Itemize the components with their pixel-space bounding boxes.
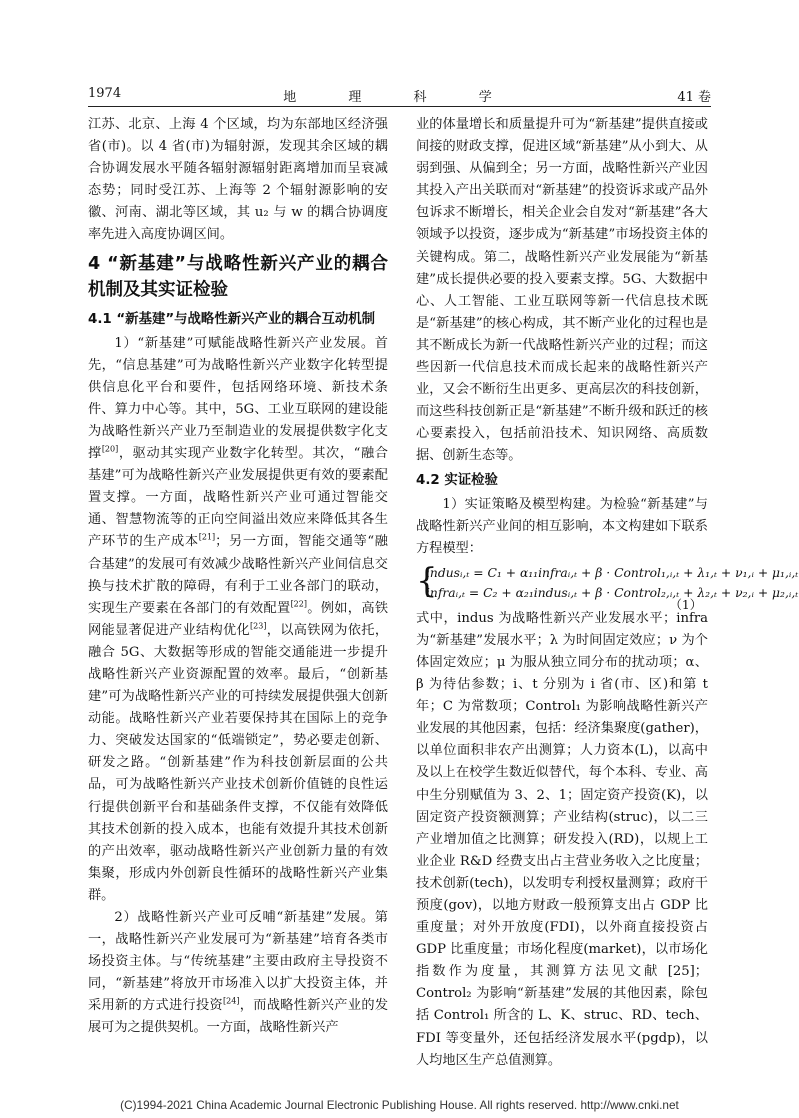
right-column xyxy=(416,114,799,1072)
section-heading: 4 “新基建”与战略性新兴产业的耦合机制及其实证检验 xyxy=(88,253,388,300)
paragraph-enabling: 1）“新基建”可赋能战略性新兴产业发展。首先，“信息基建”可为战略性新兴产业数字化转型提供信息化平台和要件，包括网络环境、新技术条件、算力中心等。其中，5G、工业互联网的建设能为战略性新兴产业乃至制造业的发展提供数字化支撑[20]，驱动其实现产业数字化转型。其次，“融合基建”可为战略性新兴产业发展提供更有效的要素配置支撑。一方面，战略性新兴产业可通过智能交通、智慧物流等的正向空间溢出效应来降低其各生产环节的生产成本[21]；另一方面，智能交通等“融合基建”的发展可有效减少战略性新兴产业间信息交换与技术扩散的障碍，有利于工业各部门的联动，实现生产要素在各部门的有效配置[22]。例如，高铁网能显著促进产业结构优化[23]，以高铁网为依托，融合 5G、大数据等形成的智能交通能进一步提升战略性新兴产业资源配置的效率。最后，“创新基建”可为战略性新兴产业的可持续发展提供强大创新动能。战略性新兴产业若要保持其在国际上的竞争力、突破发达国家的“低端锁定”，势必要走创新、研发之路。“创新基建”作为科技创新层面的公共品，可为战略性新兴产业技术创新价值链的良性运行提供创新平台和基础条件支撑，不仅能有效降低其技术创新的投入成本，也能有效提升其技术创新的产出效率，驱动战略性新兴产业创新力量的有效集聚，形成内外创新良性循环的战略性新兴产业集群。 xyxy=(88,335,389,903)
volume-number: 41 卷 xyxy=(677,90,711,105)
continued-paragraph: 业的体量增长和质量提升可为“新基建”提供直接或间接的财政支撑，促进区域“新基建”从小到大、从弱到强、从偏到全；另一方面，战略性新兴产业因其投入产出关联而对“新基建”的投资诉求或产品外包诉求不断增长，相关企业会自发对“新基建”各大领域予以投资，逐步成为“新基建”市场投资主体的关键构成。第二，战略性新兴产业发展能为“新基建”成长提供必要的投入要素支撑。5G、大数据中心、人工智能、工业互联网等新一代信息技术既是“新基建”的核心构成，其不断产业化的过程也是其不断成长为新一代战略性新兴产业的过程；而这些因新一代信息技术而成长起来的战略性新兴产业，又会不断衍生出更多、更高层次的科技创新，而这些科技创新正是“新基建”不断升级和跃迁的核心要素投入，包括前沿技术、知识网络、高质数据、创新生态等。 xyxy=(416,117,708,464)
citation: [24] xyxy=(223,996,240,1006)
citation: [20] xyxy=(101,444,119,454)
copyright-footer: (C)1994-2021 China Academic Journal Electronic Publishing House. All rights reserved. http://www.cnki.net xyxy=(120,1098,679,1112)
citation: [21] xyxy=(198,533,216,543)
equation-brace: { xyxy=(416,560,438,601)
paragraph-variables: 式中，indus 为战略性新兴产业发展水平；infra 为“新基建”发展水平；λ 为时间固定效应；ν 为个体固定效应；μ 为服从独立同分布的扰动项；α、β 为待估参数；i、t 分别为 i 省(市、区)和第 t 年；C 为常数项；Control₁ 为影响战略性新兴产业发展的其他因素，包括：经济集聚度(gather)，以单位面积非农产出测算；人力资本(L)，以高中及以上在校学生数近似替代，每个本科、专业、高中生分别赋值为 3、2、1；固定资产投资(K)，以固定资产投资额测算；产业结构(struc)，以二三产业增加值之比测算；研发投入(RD)，以规上工业企业 R&D 经费支出占主营业务收入之比度量；技术创新(tech)，以发明专利授权量测算；政府干预度(gov)，以地方财政一般预算支出占 GDP 比重度量；对外开放度(FDI)，以外商直接投资占 GDP 比重度量；市场化程度(market)，以市场化指数作为度量，其测算方法见文献 [25]；Control₂ 为影响“新基建”发展的其他因素，除包括 Control₁ 所含的 L、K、struc、RD、tech、FDI 等变量外，还包括经济发展水平(pgdp)，以人均地区生产总值测算。 xyxy=(416,610,708,1068)
left-column xyxy=(88,114,388,1040)
continued-paragraph: 江苏、北京、上海 4 个区域，均为东部地区经济强省(市)。以 4 省(市)为辐射源，发现其余区域的耦合协调发展水平随各辐射源辐射距离增加而呈衰减态势；同时受江苏、上海等 2 个辐射源影响的安徽、河南、湖北等区域，其 u₂ 与 w 的耦合协调度率先进入高度协调区间。 xyxy=(88,117,388,243)
subsection-heading: 4.2 实证检验 xyxy=(416,472,498,488)
paragraph-feedback: 2）战略性新兴产业可反哺“新基建”发展。第一，战略性新兴产业发展可为“新基建”培育各类市场投资主体。与“传统基建”主要由政府主导投资不同，“新基建”将放开市场准入以扩大投资主体，并采用新的方式进行投资[24]，而战略性新兴产业的发展可为之提供契机。一方面，战略性新兴产 xyxy=(88,910,389,1036)
page-number: 1974 xyxy=(88,86,122,101)
equation-number: （1） xyxy=(669,597,702,612)
equation-line: infraᵢ,ₜ = C₂ + α₂₁indusᵢ,ₜ + β · Control₂,ᵢ,ₜ + λ₂,ₜ + ν₂,ᵢ + μ₂,ᵢ,ₜ xyxy=(426,585,799,600)
citation: [23] xyxy=(250,621,267,631)
equation-system xyxy=(416,560,799,612)
journal-title: 地 理 科 学 xyxy=(283,90,516,105)
equation-line: indusᵢ,ₜ = C₁ + α₁₁infraᵢ,ₜ + β · Control₁,ᵢ,ₜ + λ₁,ₜ + ν₁,ᵢ + μ₁,ᵢ,ₜ xyxy=(426,565,799,580)
citation: [22] xyxy=(290,599,307,609)
subsection-heading: 4.1 “新基建”与战略性新兴产业的耦合互动机制 xyxy=(88,311,376,327)
paragraph-model: 1）实证策略及模型构建。为检验“新基建”与战略性新兴产业间的相互影响，本文构建如下联系方程模型： xyxy=(416,496,708,556)
running-header xyxy=(88,86,711,107)
